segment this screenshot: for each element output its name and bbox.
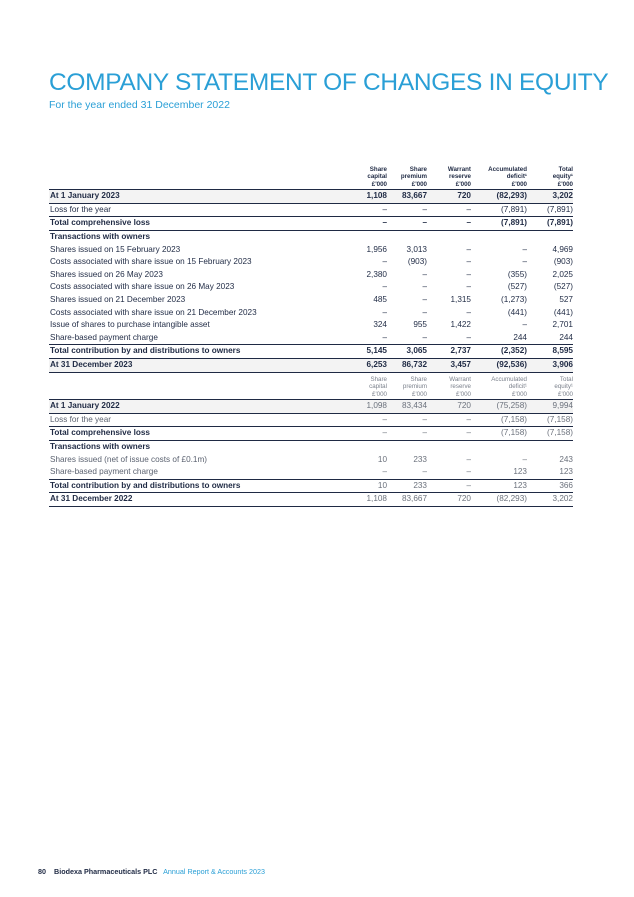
row-value: – xyxy=(387,217,427,231)
row-value: – xyxy=(466,257,471,267)
row-value: 233 xyxy=(413,454,427,464)
table-row xyxy=(49,345,573,359)
row-label: Total comprehensive loss xyxy=(49,217,357,231)
row-value: 86,732 xyxy=(387,358,427,372)
table-row xyxy=(49,413,573,427)
table-row xyxy=(49,332,573,345)
row-value: – xyxy=(422,467,427,477)
table-row xyxy=(49,441,573,454)
row-label: Share-based payment charge xyxy=(50,467,158,477)
row-value: 2,737 xyxy=(427,345,471,359)
row-value xyxy=(427,441,471,454)
page-subtitle: For the year ended 31 December 2022 xyxy=(49,99,230,111)
row-value: (527) xyxy=(553,282,573,292)
row-value: (7,891) xyxy=(501,204,527,214)
row-label: At 1 January 2022 xyxy=(49,400,357,414)
column-header-share-premium: Share premium £'000 xyxy=(387,376,427,400)
row-value: (7,158) xyxy=(547,414,573,424)
row-value: – xyxy=(382,282,387,292)
row-value: 244 xyxy=(513,332,527,342)
row-value xyxy=(387,441,427,454)
row-value: – xyxy=(522,257,527,267)
table-row xyxy=(49,400,573,414)
row-value: (355) xyxy=(507,269,527,279)
table-header-row xyxy=(49,166,573,190)
row-value: 720 xyxy=(427,190,471,204)
row-value: 4,969 xyxy=(552,244,573,254)
row-label: Total comprehensive loss xyxy=(49,427,357,441)
row-value: 123 xyxy=(559,467,573,477)
row-value: 720 xyxy=(427,400,471,414)
row-value: 366 xyxy=(527,479,573,493)
row-value: (92,536) xyxy=(471,358,527,372)
column-header-total-equity: Total equity¹ £'000 xyxy=(527,376,573,400)
row-value: (7,891) xyxy=(527,217,573,231)
row-value: – xyxy=(522,454,527,464)
table-row xyxy=(49,281,573,294)
row-value: (82,293) xyxy=(471,190,527,204)
table-row xyxy=(49,269,573,282)
row-value: (2,352) xyxy=(471,345,527,359)
equity-table-2023 xyxy=(49,166,573,373)
row-label: Total contribution by and distributions to owners xyxy=(49,345,357,359)
row-value: – xyxy=(382,414,387,424)
column-header-share-capital: Share capital £'000 xyxy=(357,376,387,400)
equity-table-2022 xyxy=(49,376,573,507)
row-value: – xyxy=(422,307,427,317)
row-value: – xyxy=(357,427,387,441)
row-value: 3,065 xyxy=(387,345,427,359)
table-row xyxy=(49,454,573,467)
row-value: – xyxy=(387,427,427,441)
row-value: 485 xyxy=(373,294,387,304)
column-header-warrant-reserve: Warrant reserve £'000 xyxy=(427,166,471,190)
row-label: At 31 December 2023 xyxy=(49,358,357,372)
row-label: Costs associated with share issue on 26 May 2023 xyxy=(50,282,235,292)
row-value: – xyxy=(422,282,427,292)
row-value: 3,457 xyxy=(427,358,471,372)
row-value: 1,108 xyxy=(357,493,387,507)
row-value: 2,380 xyxy=(366,269,387,279)
row-value: 244 xyxy=(559,332,573,342)
row-value: (527) xyxy=(507,282,527,292)
company-name: Biodexa Pharmaceuticals PLC xyxy=(54,867,158,876)
row-value: – xyxy=(466,332,471,342)
row-value: – xyxy=(466,282,471,292)
row-value: 324 xyxy=(373,320,387,330)
table-row xyxy=(49,244,573,257)
page-title: COMPANY STATEMENT OF CHANGES IN EQUITY xyxy=(49,69,609,96)
row-value: (1,273) xyxy=(501,294,527,304)
table-row xyxy=(49,294,573,307)
table-row xyxy=(49,466,573,479)
row-value: – xyxy=(427,217,471,231)
row-label: Loss for the year xyxy=(50,414,111,424)
row-value xyxy=(471,441,527,454)
row-value: – xyxy=(522,320,527,330)
row-label: Loss for the year xyxy=(50,204,111,214)
row-value: 83,434 xyxy=(387,400,427,414)
row-label: At 31 December 2022 xyxy=(49,493,357,507)
row-label: Shares issued on 15 February 2023 xyxy=(50,244,181,254)
row-value: 123 xyxy=(513,467,527,477)
page-footer xyxy=(38,867,265,876)
row-value: – xyxy=(422,414,427,424)
row-value: (7,891) xyxy=(471,217,527,231)
row-value: 233 xyxy=(387,479,427,493)
row-label: Shares issued (net of issue costs of £0.1m) xyxy=(50,454,208,464)
table-row xyxy=(49,493,573,507)
row-value: (441) xyxy=(507,307,527,317)
row-value: (7,158) xyxy=(501,414,527,424)
row-value: 10 xyxy=(357,479,387,493)
row-label: Total contribution by and distributions to owners xyxy=(49,479,357,493)
row-value: 10 xyxy=(377,454,387,464)
row-value: 2,025 xyxy=(552,269,573,279)
row-value: – xyxy=(466,467,471,477)
row-label: Transactions with owners xyxy=(50,232,151,241)
row-value: – xyxy=(427,479,471,493)
row-value: 8,595 xyxy=(527,345,573,359)
row-label: Issue of shares to purchase intangible asset xyxy=(50,320,210,330)
table-header-row xyxy=(49,376,573,400)
row-label: Share-based payment charge xyxy=(50,332,158,342)
row-label: Costs associated with share issue on 21 December 2023 xyxy=(50,307,257,317)
row-value: – xyxy=(382,204,387,214)
row-value xyxy=(527,231,573,244)
row-value xyxy=(357,441,387,454)
row-value: 9,994 xyxy=(527,400,573,414)
row-value: 83,667 xyxy=(387,493,427,507)
column-header-total-equity: Total equity¹ £'000 xyxy=(527,166,573,190)
row-value: 123 xyxy=(471,479,527,493)
row-value xyxy=(471,231,527,244)
row-value: – xyxy=(382,257,387,267)
row-value: – xyxy=(422,204,427,214)
row-value: 720 xyxy=(427,493,471,507)
row-value xyxy=(427,231,471,244)
row-value: 1,315 xyxy=(450,294,471,304)
row-value: – xyxy=(466,204,471,214)
row-value: 2,701 xyxy=(552,320,573,330)
row-label: At 1 January 2023 xyxy=(49,190,357,204)
row-value: – xyxy=(466,269,471,279)
column-header-share-premium: Share premium £'000 xyxy=(387,166,427,190)
column-header-share-capital: Share capital £'000 xyxy=(357,166,387,190)
row-value: – xyxy=(466,307,471,317)
row-value: (82,293) xyxy=(471,493,527,507)
row-value: 1,422 xyxy=(450,320,471,330)
table-row xyxy=(49,319,573,332)
row-value: – xyxy=(466,244,471,254)
row-value xyxy=(357,231,387,244)
row-value: 3,906 xyxy=(527,358,573,372)
row-value: 3,202 xyxy=(527,190,573,204)
row-value: – xyxy=(422,294,427,304)
table-row xyxy=(49,217,573,231)
row-value: (7,891) xyxy=(547,204,573,214)
row-label: Shares issued on 21 December 2023 xyxy=(50,294,186,304)
row-value: 243 xyxy=(559,454,573,464)
row-value: – xyxy=(422,332,427,342)
table-row xyxy=(49,231,573,244)
table-row xyxy=(49,203,573,217)
header-blank xyxy=(49,166,357,190)
row-value: 83,667 xyxy=(387,190,427,204)
row-value: (903) xyxy=(553,257,573,267)
row-value: 1,956 xyxy=(366,244,387,254)
column-header-accumulated-deficit: Accumulated deficit¹ £'000 xyxy=(471,376,527,400)
table-row xyxy=(49,307,573,320)
row-value: (7,158) xyxy=(527,427,573,441)
table-row xyxy=(49,358,573,372)
row-value: 6,253 xyxy=(357,358,387,372)
row-value: (7,158) xyxy=(471,427,527,441)
row-value: – xyxy=(422,269,427,279)
row-value: (903) xyxy=(407,257,427,267)
table-row xyxy=(49,190,573,204)
table-row xyxy=(49,427,573,441)
row-value: 3,202 xyxy=(527,493,573,507)
column-header-accumulated-deficit: Accumulated deficit¹ £'000 xyxy=(471,166,527,190)
row-value xyxy=(527,441,573,454)
row-value: – xyxy=(466,454,471,464)
row-value: 1,108 xyxy=(357,190,387,204)
column-header-warrant-reserve: Warrant reserve £'000 xyxy=(427,376,471,400)
row-value: 955 xyxy=(413,320,427,330)
row-value: – xyxy=(427,427,471,441)
row-value: (441) xyxy=(553,307,573,317)
row-value: – xyxy=(522,244,527,254)
row-value: 527 xyxy=(559,294,573,304)
row-value: – xyxy=(466,414,471,424)
table-row xyxy=(49,479,573,493)
row-value: 5,145 xyxy=(357,345,387,359)
row-value: – xyxy=(382,307,387,317)
row-value: – xyxy=(382,332,387,342)
table-row xyxy=(49,256,573,269)
row-value: – xyxy=(382,467,387,477)
page-number: 80 xyxy=(38,867,46,876)
row-label: Transactions with owners xyxy=(50,442,151,451)
row-value: 1,098 xyxy=(357,400,387,414)
row-label: Shares issued on 26 May 2023 xyxy=(50,269,163,279)
report-name: Annual Report & Accounts 2023 xyxy=(163,867,265,876)
row-value: (75,258) xyxy=(471,400,527,414)
row-value xyxy=(387,231,427,244)
row-value: 3,013 xyxy=(406,244,427,254)
header-blank xyxy=(49,376,357,400)
row-value: – xyxy=(357,217,387,231)
row-label: Costs associated with share issue on 15 February 2023 xyxy=(50,257,252,267)
